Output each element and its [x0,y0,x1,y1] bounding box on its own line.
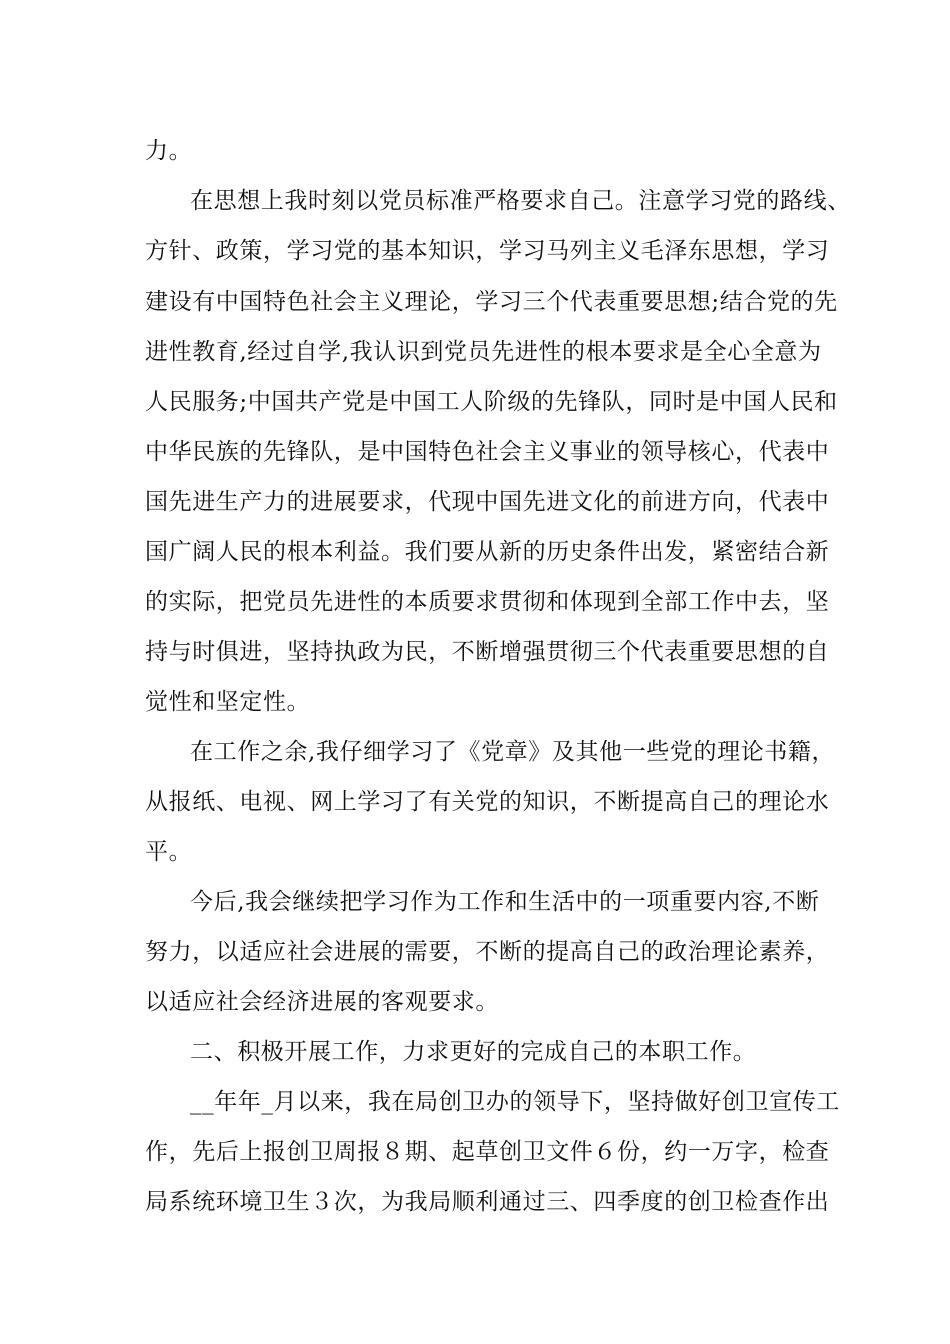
text-line: 在思想上我时刻以党员标准严格要求自己。注意学习党的路线、 [190,188,851,214]
text-line: 以适应社会经济进展的客观要求。 [145,989,499,1015]
text-line: 今后,我会继续把学习作为工作和生活中的一项重要内容,不断 [190,889,820,915]
text-line: 从报纸、电视、网上学习了有关党的知识，不断提高自己的理论水 [145,789,830,815]
text-line: 觉性和坚定性。 [145,689,311,715]
text-line: 国先进生产力的进展要求，代现中国先进文化的前进方向，代表中 [145,489,830,515]
text-line: 方针、政策，学习党的基本知识，学习马列主义毛泽东思想，学习 [145,238,830,264]
section-heading: 二、积极开展工作，力求更好的完成自己的本职工作。 [190,1039,757,1065]
text-line: 进性教育,经过自学,我认识到党员先进性的根本要求是全心全意为 [145,339,822,365]
text-line: 的实际，把党员先进性的本质要求贯彻和体现到全部工作中去，坚 [145,589,830,615]
text-line: __年年_月以来，我在局创卫办的领导下，坚持做好创卫宣传工 [190,1089,840,1115]
text-line: 努力，以适应社会进展的需要，不断的提高自己的政治理论素养， [145,939,830,965]
text-line: 在工作之余,我仔细学习了《党章》及其他一些党的理论书籍， [190,739,836,765]
text-line: 力。 [145,138,193,164]
text-line: 局系统环境卫生３次，为我局顺利通过三、四季度的创卫检查作出 [145,1189,830,1215]
text-line: 国广阔人民的根本利益。我们要从新的历史条件出发，紧密结合新 [145,539,830,565]
text-line: 人民服务;中国共产党是中国工人阶级的先锋队，同时是中国人民和 [145,389,838,415]
text-line: 持与时俱进，坚持执政为民，不断增强贯彻三个代表重要思想的自 [145,639,830,665]
text-line: 作，先后上报创卫周报８期、起草创卫文件６份，约一万字，检查 [145,1139,830,1165]
text-line: 建设有中国特色社会主义理论，学习三个代表重要思想;结合党的先 [145,289,838,315]
text-line: 平。 [145,839,193,865]
text-line: 中华民族的先锋队，是中国特色社会主义事业的领导核心，代表中 [145,439,830,465]
